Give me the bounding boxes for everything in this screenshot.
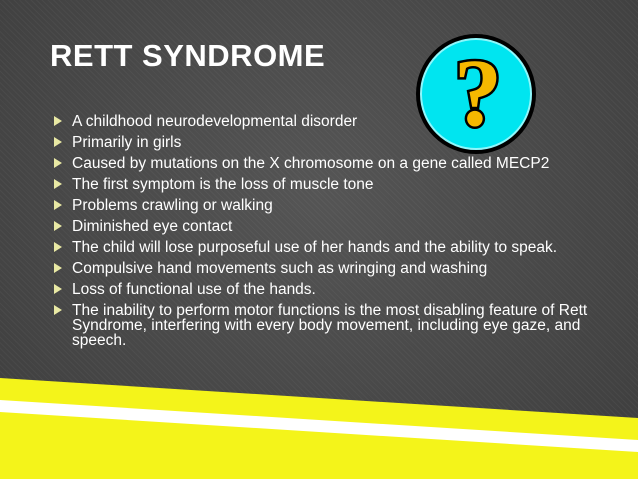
bullet-item [52,303,592,348]
bullet-item [52,198,592,213]
bullet-item [52,114,592,129]
bullet-list [52,114,592,354]
bullet-text: The inability to perform motor functions is the most disabling feature of Rett Syndrome, interfering with every body movement, including eye gaze, and speech. [72,302,588,349]
triangle-bullet-icon [54,284,62,294]
bullet-item [52,282,592,297]
triangle-bullet-icon [54,242,62,252]
bullet-text: The first symptom is the loss of muscle tone [72,176,374,193]
triangle-bullet-icon [54,179,62,189]
bullet-item [52,219,592,234]
bullet-text: Problems crawling or walking [72,197,273,214]
question-mark-glyph: ? [454,39,502,146]
triangle-bullet-icon [54,158,62,168]
bullet-text: Loss of functional use of the hands. [72,281,316,298]
bullet-item [52,240,592,255]
bullet-text: Compulsive hand movements such as wringing and washing [72,260,488,277]
bullet-text: Diminished eye contact [72,218,233,235]
slide-title: RETT SYNDROME [50,38,326,73]
white-accent-stripe [0,392,638,479]
triangle-bullet-icon [54,116,62,126]
bullet-item [52,261,592,276]
bullet-item [52,135,592,150]
yellow-base-band [0,412,638,479]
bullet-item [52,156,592,171]
triangle-bullet-icon [54,263,62,273]
white-base-stripe [0,400,638,479]
triangle-bullet-icon [54,137,62,147]
triangle-bullet-icon [54,305,62,315]
bullet-text: Primarily in girls [72,134,182,151]
bullet-text: A childhood neurodevelopmental disorder [72,113,358,130]
bullet-text: Caused by mutations on the X chromosome on a gene called MECP2 [72,155,550,172]
bullet-item [52,177,592,192]
yellow-accent-stripe [0,378,638,479]
triangle-bullet-icon [54,221,62,231]
triangle-bullet-icon [54,200,62,210]
bullet-text: The child will lose purposeful use of her hands and the ability to speak. [72,239,558,256]
